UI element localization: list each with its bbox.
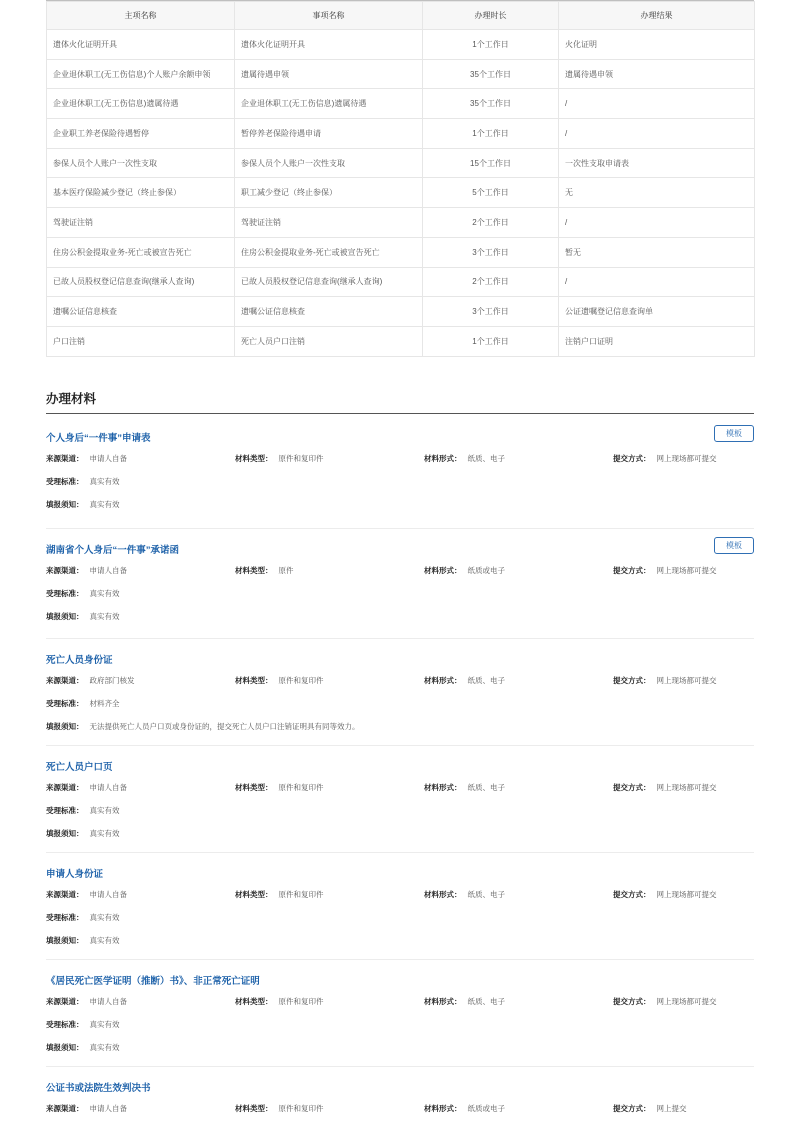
material-field-source — [46, 889, 127, 900]
cell-duration: 3个工作日 — [423, 297, 559, 327]
field-label: 填报须知： — [46, 1043, 84, 1052]
cell-result: 一次性支取申请表 — [559, 148, 755, 178]
field-value: 网上现场都可提交 — [656, 997, 717, 1006]
material-field-type — [235, 782, 324, 793]
field-value: 真实有效 — [89, 589, 120, 598]
cell-duration: 3个工作日 — [423, 237, 559, 267]
material-field-standard — [46, 1019, 120, 1030]
field-label: 来源渠道： — [46, 676, 84, 685]
cell-main-item: 已故人员股权登记信息查询(继承人查询) — [47, 267, 235, 297]
cell-result: 无 — [559, 178, 755, 208]
cell-result: / — [559, 89, 755, 119]
cell-result: / — [559, 119, 755, 149]
cell-main-item: 遗嘱公证信息核查 — [47, 297, 235, 327]
cell-main-item: 参保人员个人账户一次性支取 — [47, 148, 235, 178]
items-table-wrap — [46, 0, 754, 357]
material-divider — [46, 528, 754, 529]
material-item — [46, 866, 754, 966]
material-field-form — [424, 453, 505, 464]
field-value: 纸质、电子 — [467, 676, 505, 685]
material-field-submit — [613, 996, 717, 1007]
cell-result: / — [559, 267, 755, 297]
material-field-form — [424, 889, 505, 900]
material-field-standard — [46, 912, 120, 923]
field-label: 材料类型： — [235, 890, 273, 899]
field-value: 网上现场都可提交 — [656, 566, 717, 575]
field-label: 受理标准： — [46, 1020, 84, 1029]
material-field-submit — [613, 782, 717, 793]
material-name[interactable]: 湖南省个人身后“一件事”承诺函 — [46, 545, 180, 556]
field-label: 材料形式： — [424, 454, 462, 463]
field-label: 填报须知： — [46, 936, 84, 945]
col-header-main-item: 主项名称 — [47, 2, 235, 30]
cell-result: 暂无 — [559, 237, 755, 267]
field-value: 材料齐全 — [89, 699, 120, 708]
material-field-form — [424, 565, 505, 576]
material-field-form — [424, 782, 505, 793]
field-label: 填报须知： — [46, 500, 84, 509]
cell-duration: 5个工作日 — [423, 178, 559, 208]
material-name[interactable]: 《居民死亡医学证明（推断）书》、非正常死亡证明 — [46, 976, 260, 987]
table-row — [47, 30, 755, 60]
field-label: 材料类型： — [235, 1104, 273, 1113]
field-value: 网上现场都可提交 — [656, 676, 717, 685]
field-value: 纸质或电子 — [467, 566, 505, 575]
cell-main-item: 住房公积金提取业务-死亡或被宣告死亡 — [47, 237, 235, 267]
field-label: 受理标准： — [46, 589, 84, 598]
material-name[interactable]: 死亡人员身份证 — [46, 655, 113, 666]
field-value: 真实有效 — [89, 829, 120, 838]
cell-matter: 暂停养老保险待遇申请 — [235, 119, 423, 149]
material-field-standard — [46, 805, 120, 816]
table-row — [47, 297, 755, 327]
cell-matter: 遗体火化证明开具 — [235, 30, 423, 60]
cell-main-item: 驾驶证注销 — [47, 208, 235, 238]
material-field-form — [424, 675, 505, 686]
cell-main-item: 基本医疗保险减少登记（终止参保） — [47, 178, 235, 208]
material-field-note — [46, 499, 120, 510]
material-item — [46, 542, 754, 642]
cell-main-item: 企业退休职工(无工伤信息)个人账户余额申领 — [47, 59, 235, 89]
field-value: 原件 — [278, 566, 294, 575]
field-label: 材料类型： — [235, 454, 273, 463]
template-button[interactable]: 模板 — [714, 537, 754, 554]
field-value: 纸质、电子 — [467, 890, 505, 899]
field-value: 原件和复印件 — [278, 890, 324, 899]
field-value: 纸质、电子 — [467, 783, 505, 792]
material-field-note — [46, 1042, 120, 1053]
material-field-submit — [613, 1103, 687, 1114]
field-value: 网上现场都可提交 — [656, 890, 717, 899]
material-field-source — [46, 675, 135, 686]
field-label: 受理标准： — [46, 913, 84, 922]
material-field-type — [235, 889, 324, 900]
field-label: 提交方式： — [613, 454, 651, 463]
table-row — [47, 267, 755, 297]
table-row — [47, 326, 755, 356]
material-field-submit — [613, 565, 717, 576]
material-field-type — [235, 996, 324, 1007]
col-header-result: 办理结果 — [559, 2, 755, 30]
material-field-type — [235, 453, 324, 464]
field-label: 提交方式： — [613, 566, 651, 575]
material-item — [46, 1080, 754, 1122]
field-label: 来源渠道： — [46, 890, 84, 899]
field-label: 材料形式： — [424, 676, 462, 685]
field-label: 提交方式： — [613, 890, 651, 899]
material-field-type — [235, 675, 324, 686]
material-field-submit — [613, 675, 717, 686]
field-value: 无法提供死亡人员户口页或身份证的，提交死亡人员户口注销证明具有同等效力。 — [89, 722, 360, 731]
cell-duration: 2个工作日 — [423, 208, 559, 238]
material-name[interactable]: 个人身后“一件事”申请表 — [46, 433, 151, 444]
table-row — [47, 178, 755, 208]
field-value: 原件和复印件 — [278, 783, 324, 792]
cell-result: / — [559, 208, 755, 238]
table-row — [47, 208, 755, 238]
material-divider — [46, 959, 754, 960]
cell-matter: 企业退休职工(无工伤信息)遗属待遇 — [235, 89, 423, 119]
materials-section-divider — [46, 413, 754, 414]
cell-matter: 已故人员股权登记信息查询(继承人查询) — [235, 267, 423, 297]
material-field-source — [46, 782, 127, 793]
cell-duration: 2个工作日 — [423, 267, 559, 297]
material-divider — [46, 852, 754, 853]
cell-matter: 遗嘱公证信息核查 — [235, 297, 423, 327]
material-field-source — [46, 1103, 127, 1114]
field-value: 网上提交 — [656, 1104, 687, 1113]
material-item — [46, 759, 754, 859]
cell-result: 公证遗嘱登记信息查询单 — [559, 297, 755, 327]
field-label: 来源渠道： — [46, 566, 84, 575]
cell-duration: 15个工作日 — [423, 148, 559, 178]
material-name[interactable]: 申请人身份证 — [46, 869, 104, 880]
material-field-form — [424, 996, 505, 1007]
field-value: 原件和复印件 — [278, 997, 324, 1006]
field-value: 申请人自备 — [89, 783, 127, 792]
field-label: 来源渠道： — [46, 454, 84, 463]
material-field-note — [46, 611, 120, 622]
field-value: 真实有效 — [89, 936, 120, 945]
material-field-note — [46, 721, 360, 732]
table-row — [47, 89, 755, 119]
material-field-submit — [613, 453, 717, 464]
table-row — [47, 148, 755, 178]
cell-duration: 1个工作日 — [423, 326, 559, 356]
table-row — [47, 119, 755, 149]
field-label: 材料形式： — [424, 783, 462, 792]
material-field-standard — [46, 476, 120, 487]
cell-matter: 死亡人员户口注销 — [235, 326, 423, 356]
material-field-type — [235, 1103, 324, 1114]
field-value: 真实有效 — [89, 477, 120, 486]
cell-result: 注销户口证明 — [559, 326, 755, 356]
field-value: 申请人自备 — [89, 890, 127, 899]
field-value: 真实有效 — [89, 806, 120, 815]
cell-result: 遗属待遇申领 — [559, 59, 755, 89]
cell-main-item: 企业退休职工(无工伤信息)遗属待遇 — [47, 89, 235, 119]
field-label: 填报须知： — [46, 722, 84, 731]
material-field-note — [46, 935, 120, 946]
material-name[interactable]: 死亡人员户口页 — [46, 762, 113, 773]
field-value: 真实有效 — [89, 1043, 120, 1052]
material-item — [46, 430, 754, 530]
field-value: 申请人自备 — [89, 566, 127, 575]
material-divider — [46, 745, 754, 746]
field-label: 受理标准： — [46, 477, 84, 486]
field-value: 真实有效 — [89, 500, 120, 509]
field-label: 来源渠道： — [46, 997, 84, 1006]
field-label: 受理标准： — [46, 806, 84, 815]
material-name[interactable]: 公证书或法院生效判决书 — [46, 1083, 151, 1094]
material-field-form — [424, 1103, 505, 1114]
material-divider — [46, 1066, 754, 1067]
table-row — [47, 237, 755, 267]
field-label: 填报须知： — [46, 829, 84, 838]
cell-matter: 职工减少登记（终止参保） — [235, 178, 423, 208]
field-label: 材料类型： — [235, 676, 273, 685]
cell-duration: 35个工作日 — [423, 89, 559, 119]
field-value: 网上现场都可提交 — [656, 454, 717, 463]
cell-duration: 1个工作日 — [423, 119, 559, 149]
cell-duration: 1个工作日 — [423, 30, 559, 60]
material-field-submit — [613, 889, 717, 900]
field-label: 材料形式： — [424, 890, 462, 899]
field-value: 真实有效 — [89, 1020, 120, 1029]
field-label: 提交方式： — [613, 676, 651, 685]
field-value: 纸质、电子 — [467, 997, 505, 1006]
field-label: 材料形式： — [424, 997, 462, 1006]
table-row — [47, 59, 755, 89]
material-field-note — [46, 828, 120, 839]
material-field-standard — [46, 588, 120, 599]
field-value: 申请人自备 — [89, 997, 127, 1006]
cell-result: 火化证明 — [559, 30, 755, 60]
material-field-source — [46, 996, 127, 1007]
field-value: 原件和复印件 — [278, 454, 324, 463]
field-value: 申请人自备 — [89, 454, 127, 463]
cell-main-item: 遗体火化证明开具 — [47, 30, 235, 60]
field-value: 申请人自备 — [89, 1104, 127, 1113]
field-label: 材料类型： — [235, 783, 273, 792]
field-label: 材料形式： — [424, 566, 462, 575]
material-divider — [46, 638, 754, 639]
field-value: 纸质、电子 — [467, 454, 505, 463]
template-button[interactable]: 模板 — [714, 425, 754, 442]
cell-matter: 驾驶证注销 — [235, 208, 423, 238]
material-field-source — [46, 565, 127, 576]
field-value: 真实有效 — [89, 913, 120, 922]
col-header-matter: 事项名称 — [235, 2, 423, 30]
field-label: 来源渠道： — [46, 783, 84, 792]
field-value: 网上现场都可提交 — [656, 783, 717, 792]
cell-matter: 遗属待遇申领 — [235, 59, 423, 89]
field-value: 政府部门核发 — [89, 676, 135, 685]
field-label: 来源渠道： — [46, 1104, 84, 1113]
field-label: 提交方式： — [613, 783, 651, 792]
field-label: 材料形式： — [424, 1104, 462, 1113]
field-label: 受理标准： — [46, 699, 84, 708]
material-field-standard — [46, 698, 120, 709]
cell-duration: 35个工作日 — [423, 59, 559, 89]
material-field-type — [235, 565, 294, 576]
field-value: 原件和复印件 — [278, 676, 324, 685]
cell-main-item: 户口注销 — [47, 326, 235, 356]
cell-main-item: 企业职工养老保险待遇暂停 — [47, 119, 235, 149]
col-header-duration: 办理时长 — [423, 2, 559, 30]
cell-matter: 参保人员个人账户一次性支取 — [235, 148, 423, 178]
material-item — [46, 652, 754, 752]
field-value: 纸质或电子 — [467, 1104, 505, 1113]
material-field-source — [46, 453, 127, 464]
field-value: 原件和复印件 — [278, 1104, 324, 1113]
table-header-row — [47, 2, 755, 30]
field-label: 提交方式： — [613, 997, 651, 1006]
material-item — [46, 973, 754, 1073]
field-label: 提交方式： — [613, 1104, 651, 1113]
field-label: 填报须知： — [46, 612, 84, 621]
field-value: 真实有效 — [89, 612, 120, 621]
items-table — [46, 1, 755, 357]
materials-section-title: 办理材料 — [46, 392, 97, 406]
cell-matter: 住房公积金提取业务-死亡或被宣告死亡 — [235, 237, 423, 267]
field-label: 材料类型： — [235, 997, 273, 1006]
field-label: 材料类型： — [235, 566, 273, 575]
